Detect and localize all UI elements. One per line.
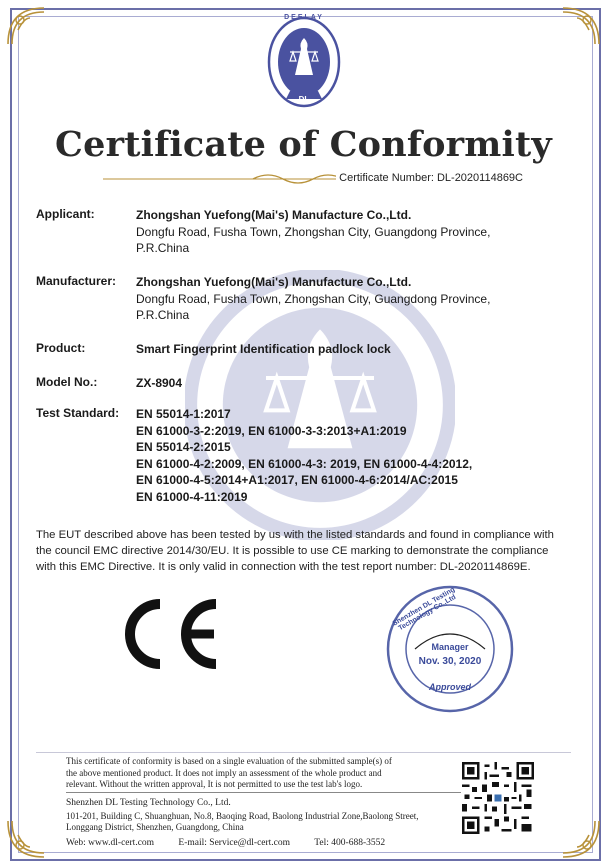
note-line: This certificate of conformity is based on a single evaluation of the submitted sample(s) of <box>66 756 392 766</box>
lab-address-line: 101-201, Building C, Shuanghuan, No.8, Baoqing Road, Baolong Industrial Zone,Baolong Street, <box>66 811 419 821</box>
manufacturer-country: P.R.China <box>136 308 190 322</box>
footer-divider <box>66 792 461 793</box>
standard-line: EN 55014-1:2017 <box>136 407 231 421</box>
statement-line: with this EMC Directive. It is only valid in connection with the test report number: DL-2020114869E. <box>36 561 531 573</box>
corner-ornament-icon <box>559 4 603 48</box>
manufacturer-value <box>136 274 490 324</box>
standard-line: EN 61000-4-11:2019 <box>136 489 248 504</box>
qr-code-icon <box>462 762 534 834</box>
lab-web: Web: www.dl-cert.com <box>66 838 155 848</box>
lab-tel: Tel: 400-688-3552 <box>314 838 386 848</box>
test-standard-label: Test Standard: <box>36 406 120 420</box>
test-standard-list <box>136 406 472 505</box>
note-line: relevant. Without the written approval, It is not permitted to use the test lab's logo. <box>66 779 363 789</box>
lab-name: Shenzhen DL Testing Technology Co., Ltd. <box>66 798 231 808</box>
stamp-date: Nov. 30, 2020 <box>418 656 482 667</box>
logo-bottom-text: DL <box>298 95 310 104</box>
stamp-role: Manager <box>431 642 469 652</box>
page-title: Certificate of Conformity <box>55 124 552 165</box>
lab-email: E-mail: Service@dl-cert.com <box>178 838 291 848</box>
applicant-address: Dongfu Road, Fusha Town, Zhongshan City, Guangdong Province, <box>136 224 491 239</box>
divider <box>36 752 571 753</box>
applicant-value <box>136 207 490 257</box>
statement-line: The EUT described above has been tested by us with the listed standards and found in compliance with <box>36 529 554 541</box>
corner-ornament-icon <box>4 817 48 861</box>
standard-line: EN 55014-2:2015 <box>136 440 231 454</box>
approval-stamp <box>385 584 515 714</box>
lab-address-line: Longgang District, Shenzhen, Guangdong, China <box>66 822 244 832</box>
lab-address <box>66 811 476 833</box>
certificate-number: Certificate Number: DL-2020114869C <box>336 172 526 184</box>
manufacturer-label: Manufacturer: <box>36 274 117 288</box>
stamp-ring-text: Shenzhen DL Testing Technology Co.,Ltd <box>391 586 458 633</box>
standard-line: EN 61000-3-2:2019, EN 61000-3-3:2013+A1:2019 <box>136 423 407 438</box>
ce-mark-icon <box>116 598 221 670</box>
model-label: Model No.: <box>36 375 98 389</box>
applicant-label: Applicant: <box>36 207 95 221</box>
manufacturer-address: Dongfu Road, Fusha Town, Zhongshan City, Guangdong Province, <box>136 291 491 306</box>
corner-ornament-icon <box>559 817 603 861</box>
note-line: the above mentioned product. It does not imply an assessment of the whole product and <box>66 767 382 778</box>
standard-line: EN 61000-4-2:2009, EN 61000-4-3: 2019, EN 61000-4-4:2012, <box>136 456 473 471</box>
stamp-status: Approved <box>428 682 471 692</box>
standard-line: EN 61000-4-5:2014+A1:2017, EN 61000-4-6:2014/AC:2015 <box>136 473 458 487</box>
model-value: ZX-8904 <box>136 376 183 390</box>
manufacturer-name: Zhongshan Yuefong(Mai's) Manufacture Co.,Ltd. <box>136 275 412 289</box>
logo-top-text: DEELAY <box>284 14 324 21</box>
product-label: Product: <box>36 341 86 355</box>
corner-ornament-icon <box>4 4 48 48</box>
disclaimer-note <box>66 756 468 791</box>
statement-line: the council EMC directive 2014/30/EU. It is possible to use CE marking to demonstrate the compliance <box>36 545 549 557</box>
applicant-name: Zhongshan Yuefong(Mai's) Manufacture Co.,Ltd. <box>136 208 412 222</box>
product-value: Smart Fingerprint Identification padlock lock <box>136 342 391 356</box>
applicant-country: P.R.China <box>136 241 190 255</box>
lab-contact <box>66 838 407 848</box>
compliance-statement <box>36 527 576 575</box>
